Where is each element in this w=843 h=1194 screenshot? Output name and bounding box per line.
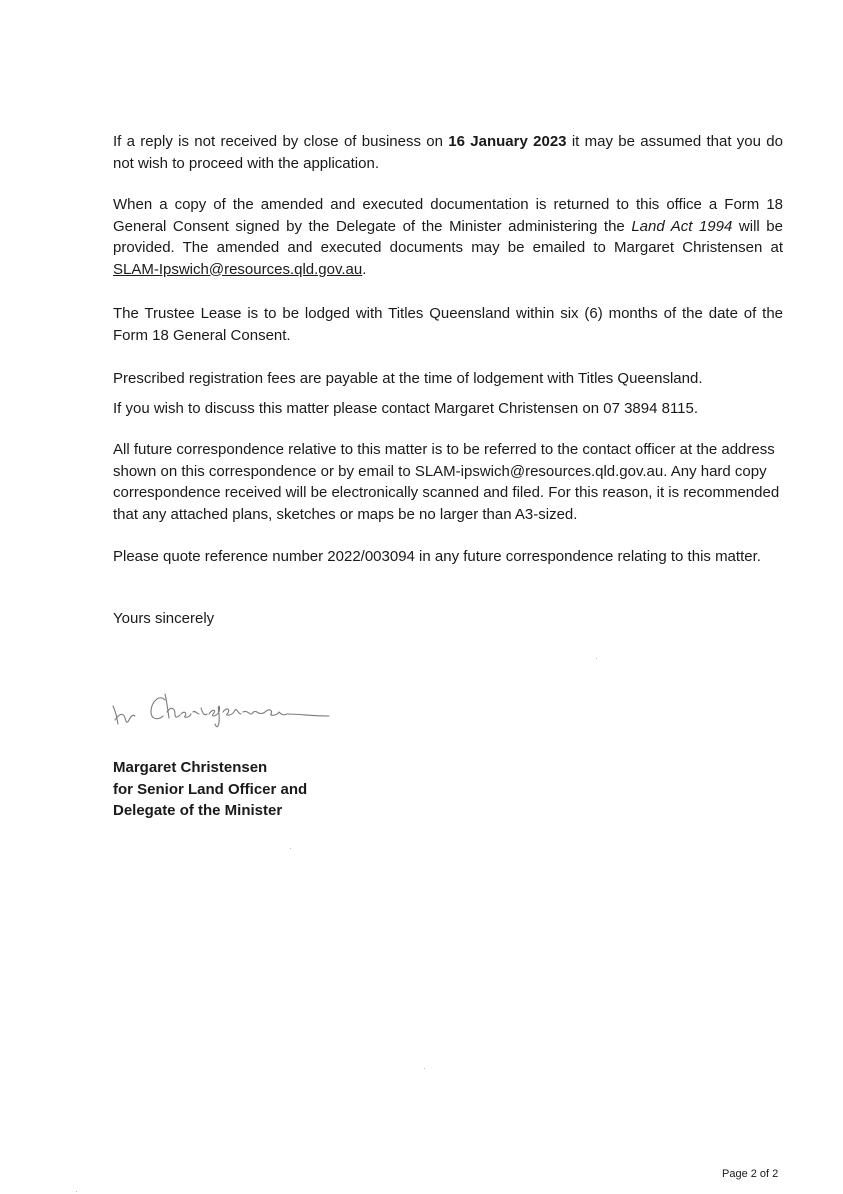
page-number: Page 2 of 2 (722, 1168, 779, 1180)
deadline-date: 16 January 2023 (448, 133, 567, 150)
scan-speck (596, 658, 597, 659)
signatory-title: Delegate of the Minister (113, 802, 283, 819)
act-name: Land Act 1994 (631, 217, 733, 235)
paragraph-correspondence: All future correspondence relative to this matter is to be referred to the contact officer at the address shown on this correspondence or by email to SLAM-ipswich@resources.qld.gov.au. Any hard copy correspondence received will be electronically scanned and filed. For this reason, it is recommended that any attached plans, sketches or maps be no larger than A3-sized. (113, 441, 780, 523)
scan-speck (76, 1191, 77, 1192)
scan-speck (290, 848, 291, 849)
paragraph-reply-deadline (113, 131, 783, 174)
paragraph-documentation (113, 194, 783, 280)
paragraph-text: . (362, 260, 367, 278)
paragraph-reference: Please quote reference number 2022/003094 in any future correspondence relating to this matter. (113, 548, 761, 565)
closing: Yours sincerely (113, 610, 215, 627)
scan-speck (424, 1068, 425, 1069)
paragraph-text: will be provided. The amended and executed documents may be emailed to Margaret Christensen at (113, 217, 783, 256)
paragraph-text: When a copy of the amended and executed documentation is returned to this office a Form 18 General Consent signed by the Delegate of the Minister administering the (113, 196, 783, 235)
paragraph-text: If a reply is not received by close of business on (113, 133, 449, 150)
signature-block (113, 757, 307, 822)
email-link[interactable]: SLAM-Ipswich@resources.qld.gov.au (113, 260, 363, 278)
paragraph-fees: Prescribed registration fees are payable at the time of lodgement with Titles Queensland. (113, 370, 703, 387)
paragraph-contact: If you wish to discuss this matter please contact Margaret Christensen on 07 3894 8115. (113, 400, 699, 417)
paragraph-text: it may be assumed that you do not wish to proceed with the application. (113, 133, 783, 172)
signatory-name: Margaret Christensen (113, 759, 268, 776)
paragraph-trustee-lease: The Trustee Lease is to be lodged with Titles Queensland within six (6) months of the date of the Form 18 General Consent. (113, 305, 783, 344)
signatory-role: for Senior Land Officer and (113, 780, 308, 798)
handwritten-signature (103, 680, 353, 750)
